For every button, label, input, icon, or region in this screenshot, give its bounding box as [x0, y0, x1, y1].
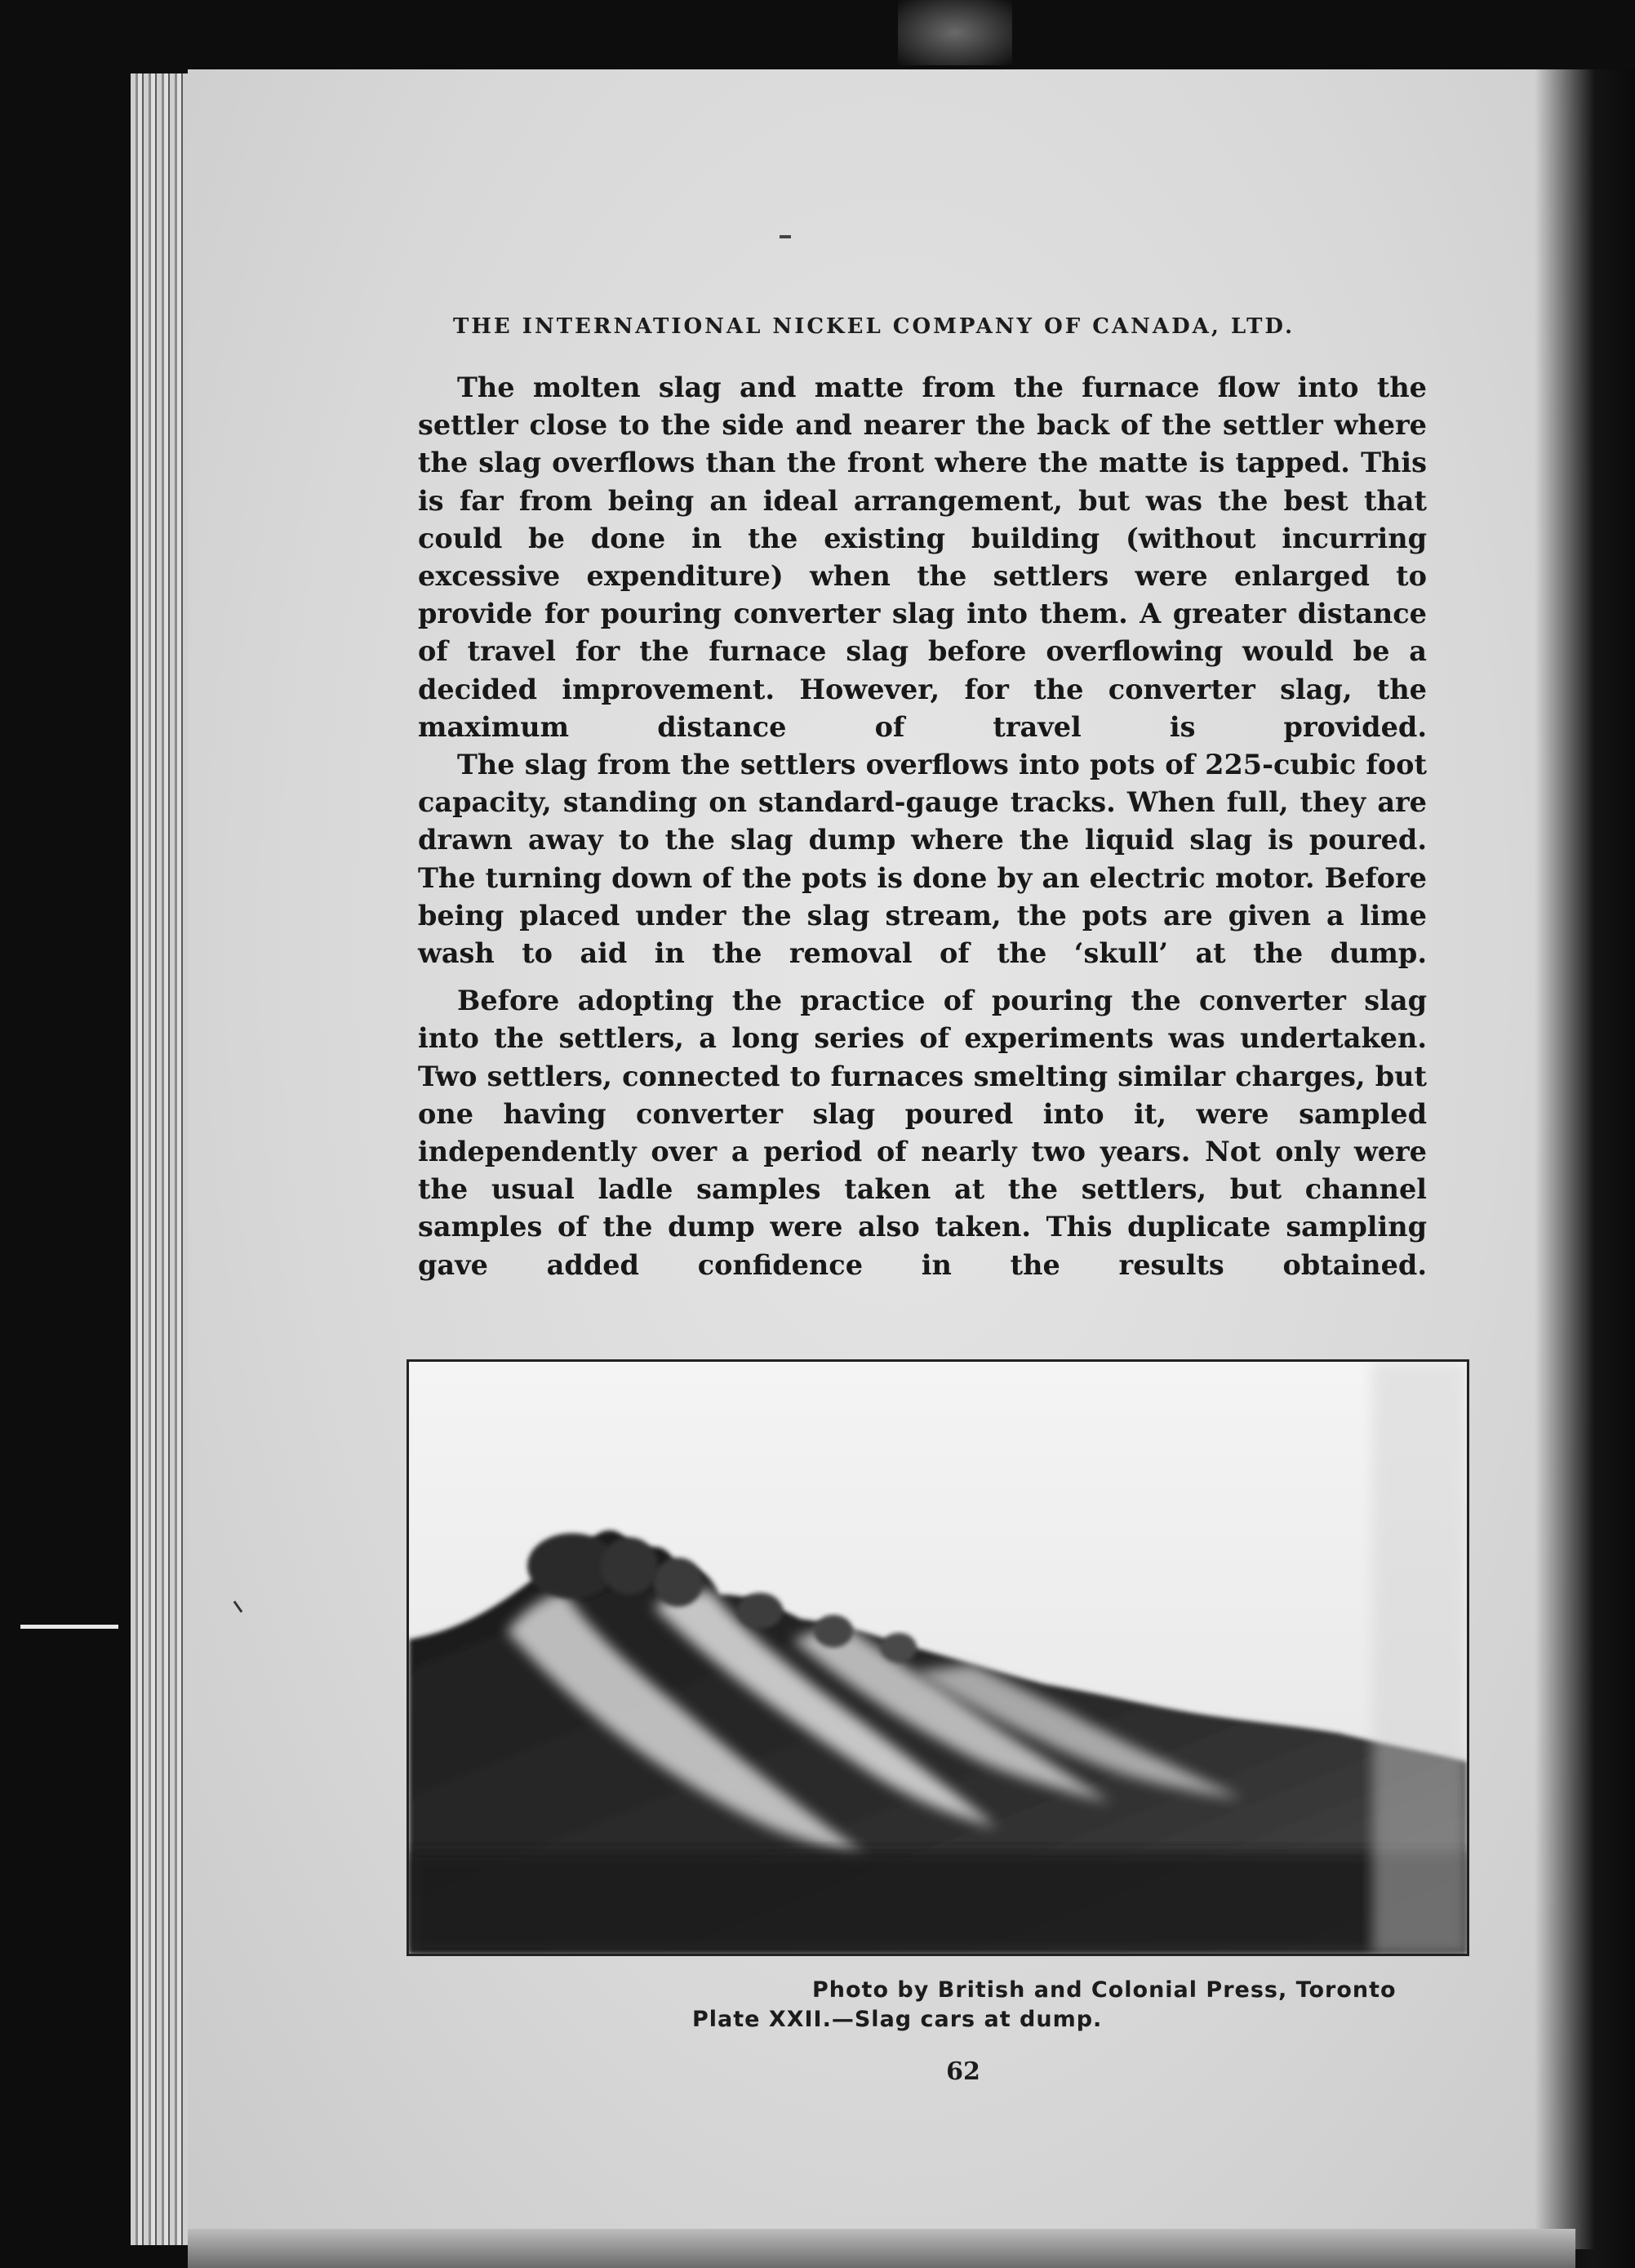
photo-credit: Photo by British and Colonial Press, Toronto: [812, 1977, 1397, 2003]
scan-artifact: [20, 1625, 118, 1629]
scan-dash: [780, 235, 791, 238]
body-text: [418, 369, 1427, 1284]
paragraph: The slag from the settlers overflows into pots of 225-cubic foot capacity, standing on standard-gauge tracks. When full, they are drawn away to the slag dump where the liquid slag is poured. The turning down of the pots is done by an electric motor. Before being placed under the slag stream, the pots are given a lime wash to aid in the removal of the ‘skull’ at the dump.: [418, 749, 1427, 970]
page-number: 62: [946, 2057, 980, 2086]
book-page-edges: [131, 73, 196, 2245]
page-gutter-shadow: [1535, 69, 1635, 2268]
page-bottom-shadow: [188, 2229, 1575, 2268]
plate-photograph: [407, 1359, 1469, 1956]
plate-caption: Plate XXII.—Slag cars at dump.: [692, 2007, 1103, 2032]
running-head: THE INTERNATIONAL NICKEL COMPANY OF CANADA, LTD.: [453, 314, 1295, 339]
paragraph: The molten slag and matte from the furnace flow into the settler close to the side and nearer the back of the settler where the slag overflows than the front where the matte is tapped. This is far from being an ideal arrangement, but was the best that could be done in the existing building (without incurring excessive expenditure) when the settlers were enlarged to provide for pouring converter slag into them. A greater distance of travel for the furnace slag before overflowing would be a decided improvement. However, for the converter slag, the maximum distance of travel is provided.: [418, 371, 1427, 743]
paragraph: Before adopting the practice of pouring the converter slag into the settlers, a long series of experiments was undertaken. Two settlers, connected to furnaces smelting similar charges, but one having converter slag poured into it, were sampled independently over a period of nearly two years. Not only were the usual ladle samples taken at the settlers, but channel samples of the dump were also taken. This duplicate sampling gave added confidence in the results obtained.: [418, 985, 1427, 1281]
slag-dump-photo: [409, 1362, 1467, 1954]
book-tab-shadow: [898, 0, 1012, 65]
